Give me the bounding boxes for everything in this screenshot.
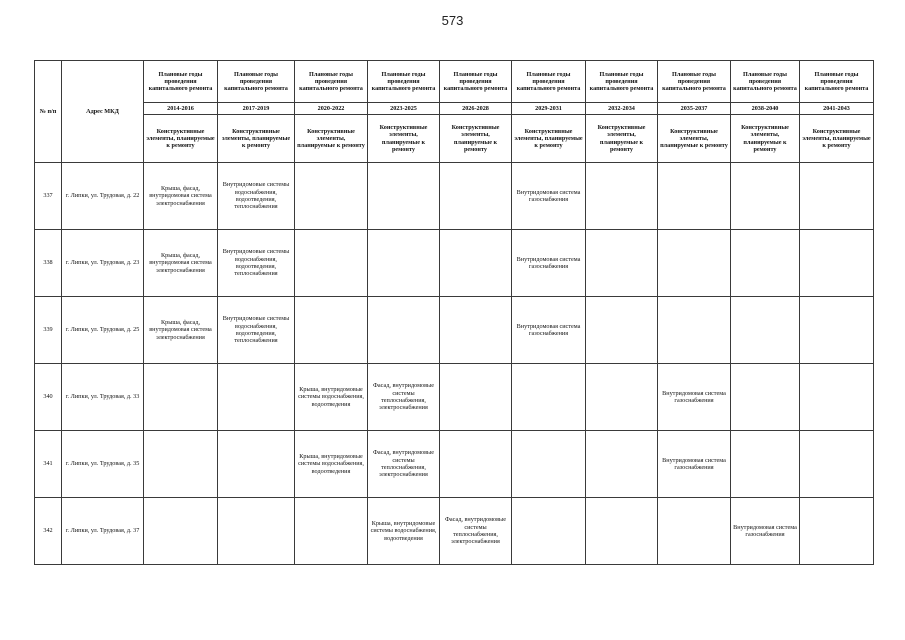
header-elements: Конструктивные элементы, планируемые к ремонту xyxy=(368,115,440,163)
repair-cell xyxy=(295,297,368,364)
header-period-heading: Плановые годы проведения капитального ремонта xyxy=(368,61,440,103)
repair-cell: Внутридомовая система газоснабжения xyxy=(512,230,586,297)
header-period-heading: Плановые годы проведения капитального ремонта xyxy=(800,61,874,103)
repair-cell xyxy=(368,163,440,230)
repair-cell xyxy=(586,163,658,230)
repair-cell xyxy=(586,431,658,498)
table-row xyxy=(35,498,874,565)
header-years: 2023-2025 xyxy=(368,103,440,115)
repair-cell xyxy=(658,163,731,230)
repair-cell xyxy=(144,431,218,498)
repair-cell xyxy=(295,498,368,565)
row-address: г. Липки, ул. Трудовая, д. 35 xyxy=(62,431,144,498)
repair-cell: Внутридомовая система газоснабжения xyxy=(512,163,586,230)
header-elements: Конструктивные элементы, планируемые к ремонту xyxy=(731,115,800,163)
header-address: Адрес МКД xyxy=(62,61,144,163)
header-years: 2038-2040 xyxy=(731,103,800,115)
header-period-heading: Плановые годы проведения капитального ремонта xyxy=(440,61,512,103)
repair-cell: Крыша, фасад, внутридомовая система электроснабжения xyxy=(144,163,218,230)
repair-cell: Внутридомовая система газоснабжения xyxy=(658,364,731,431)
row-address: г. Липки, ул. Трудовая, д. 25 xyxy=(62,297,144,364)
repair-cell xyxy=(512,364,586,431)
repair-cell: Внутридомовые системы водоснабжения, водоотведения, теплоснабжения xyxy=(218,163,295,230)
repair-cell xyxy=(368,230,440,297)
repair-cell xyxy=(800,498,874,565)
repair-cell xyxy=(512,431,586,498)
repair-cell xyxy=(295,230,368,297)
header-period-heading: Плановые годы проведения капитального ремонта xyxy=(586,61,658,103)
repair-cell xyxy=(368,297,440,364)
repair-cell xyxy=(295,163,368,230)
row-number: 339 xyxy=(35,297,62,364)
table-row xyxy=(35,364,874,431)
header-num: № п/п xyxy=(35,61,62,163)
row-number: 340 xyxy=(35,364,62,431)
header-elements: Конструктивные элементы, планируемые к ремонту xyxy=(440,115,512,163)
repair-cell: Фасад, внутридомовые системы теплоснабжения, электроснабжения xyxy=(368,364,440,431)
repair-cell xyxy=(440,230,512,297)
repair-cell xyxy=(800,230,874,297)
repair-cell xyxy=(800,364,874,431)
repair-cell xyxy=(586,498,658,565)
repair-cell: Крыша, внутридомовые системы водоснабжения, водоотведения xyxy=(368,498,440,565)
header-elements: Конструктивные элементы, планируемые к ремонту xyxy=(800,115,874,163)
header-elements: Конструктивные элементы, планируемые к ремонту xyxy=(658,115,731,163)
repair-cell xyxy=(586,297,658,364)
repair-cell: Фасад, внутридомовые системы теплоснабжения, электроснабжения xyxy=(368,431,440,498)
repair-cell xyxy=(440,297,512,364)
header-period-heading: Плановые годы проведения капитального ремонта xyxy=(144,61,218,103)
header-period-heading: Плановые годы проведения капитального ремонта xyxy=(218,61,295,103)
header-years: 2035-2037 xyxy=(658,103,731,115)
header-period-heading: Плановые годы проведения капитального ремонта xyxy=(658,61,731,103)
repair-cell: Внутридомовые системы водоснабжения, водоотведения, теплоснабжения xyxy=(218,230,295,297)
repair-cell xyxy=(218,364,295,431)
header-period-heading: Плановые годы проведения капитального ремонта xyxy=(295,61,368,103)
repair-cell: Крыша, фасад, внутридомовая система электроснабжения xyxy=(144,230,218,297)
row-number: 338 xyxy=(35,230,62,297)
repair-cell: Внутридомовая система газоснабжения xyxy=(658,431,731,498)
repair-cell xyxy=(731,230,800,297)
row-number: 337 xyxy=(35,163,62,230)
table-row xyxy=(35,431,874,498)
capital-repair-table xyxy=(34,60,874,565)
header-years: 2032-2034 xyxy=(586,103,658,115)
repair-cell xyxy=(144,364,218,431)
row-number: 342 xyxy=(35,498,62,565)
header-period-heading: Плановые годы проведения капитального ремонта xyxy=(731,61,800,103)
repair-cell xyxy=(586,230,658,297)
repair-cell xyxy=(440,163,512,230)
repair-cell xyxy=(440,364,512,431)
repair-cell: Крыша, внутридомовые системы водоснабжения, водоотведения xyxy=(295,364,368,431)
repair-cell xyxy=(218,431,295,498)
repair-cell xyxy=(800,431,874,498)
repair-cell xyxy=(512,498,586,565)
header-years: 2041-2043 xyxy=(800,103,874,115)
repair-cell xyxy=(218,498,295,565)
repair-cell xyxy=(800,297,874,364)
repair-cell: Фасад, внутридомовые системы теплоснабжения, электроснабжения xyxy=(440,498,512,565)
repair-cell xyxy=(658,297,731,364)
header-years: 2026-2028 xyxy=(440,103,512,115)
repair-cell xyxy=(800,163,874,230)
header-elements: Конструктивные элементы, планируемые к ремонту xyxy=(144,115,218,163)
header-period-heading: Плановые годы проведения капитального ремонта xyxy=(512,61,586,103)
repair-cell xyxy=(586,364,658,431)
row-address: г. Липки, ул. Трудовая, д. 37 xyxy=(62,498,144,565)
table-row xyxy=(35,297,874,364)
repair-cell xyxy=(658,230,731,297)
repair-cell xyxy=(731,364,800,431)
row-address: г. Липки, ул. Трудовая, д. 33 xyxy=(62,364,144,431)
repair-cell: Внутридомовая система газоснабжения xyxy=(512,297,586,364)
header-years: 2029-2031 xyxy=(512,103,586,115)
repair-cell xyxy=(440,431,512,498)
repair-cell: Внутридомовая система газоснабжения xyxy=(731,498,800,565)
repair-cell xyxy=(731,163,800,230)
repair-cell xyxy=(731,297,800,364)
header-years: 2014-2016 xyxy=(144,103,218,115)
header-years: 2017-2019 xyxy=(218,103,295,115)
page-number: 573 xyxy=(441,13,464,28)
repair-cell: Крыша, внутридомовые системы водоснабжения, водоотведения xyxy=(295,431,368,498)
header-elements: Конструктивные элементы, планируемые к ремонту xyxy=(586,115,658,163)
repair-cell xyxy=(731,431,800,498)
repair-cell: Крыша, фасад, внутридомовая система электроснабжения xyxy=(144,297,218,364)
header-elements: Конструктивные элементы, планируемые к ремонту xyxy=(512,115,586,163)
header-years: 2020-2022 xyxy=(295,103,368,115)
row-address: г. Липки, ул. Трудовая, д. 23 xyxy=(62,230,144,297)
header-elements: Конструктивные элементы, планируемые к ремонту xyxy=(218,115,295,163)
row-address: г. Липки, ул. Трудовая, д. 22 xyxy=(62,163,144,230)
header-elements: Конструктивные элементы, планируемые к ремонту xyxy=(295,115,368,163)
repair-cell xyxy=(144,498,218,565)
table-row xyxy=(35,230,874,297)
repair-cell xyxy=(658,498,731,565)
table-row xyxy=(35,163,874,230)
repair-cell: Внутридомовые системы водоснабжения, водоотведения, теплоснабжения xyxy=(218,297,295,364)
row-number: 341 xyxy=(35,431,62,498)
